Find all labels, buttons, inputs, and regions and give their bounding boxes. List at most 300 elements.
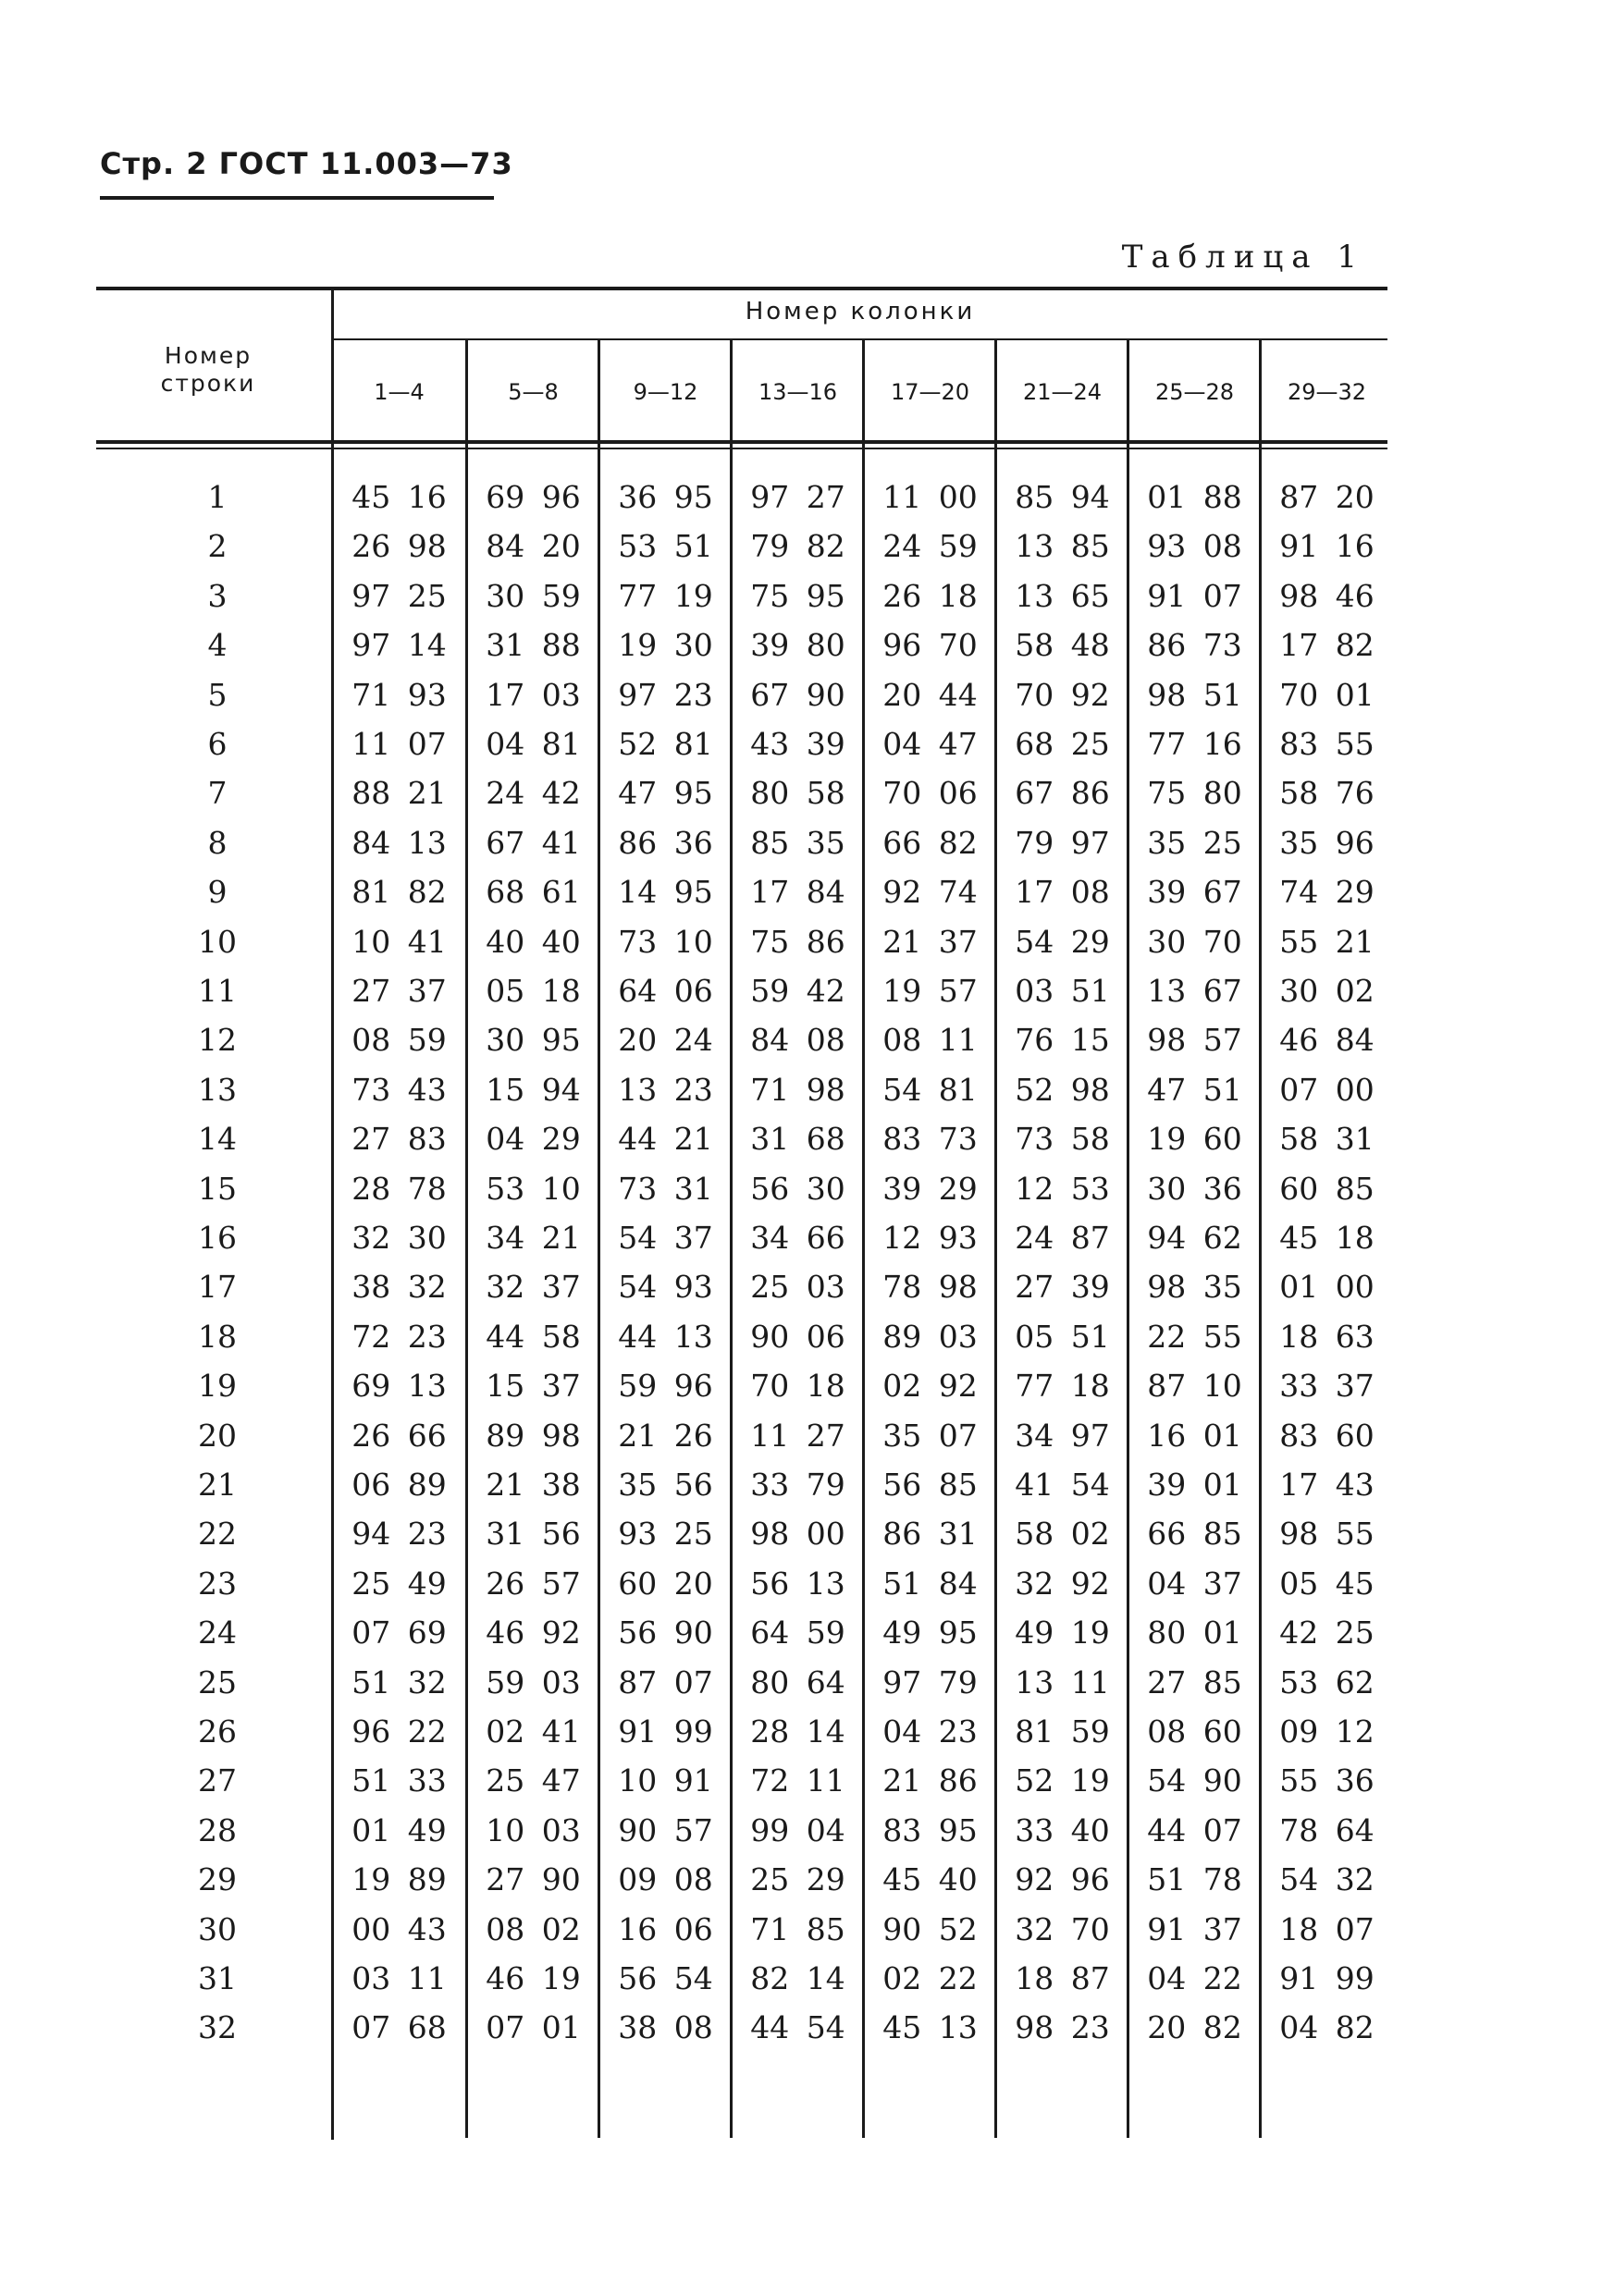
table-cell: 08 60 — [1147, 1713, 1242, 1750]
column-group-header: Номер колонки — [745, 298, 976, 325]
table-cell: 83 60 — [1279, 1418, 1375, 1454]
table-cell: 22 55 — [1147, 1319, 1242, 1355]
row-number: 21 — [198, 1467, 237, 1503]
table-cell: 30 02 — [1279, 973, 1375, 1009]
table-cell: 10 91 — [618, 1762, 713, 1799]
table-cell: 32 70 — [1015, 1911, 1110, 1947]
table-cell: 19 60 — [1147, 1121, 1242, 1157]
table-cell: 07 01 — [486, 2009, 581, 2045]
table-cell: 09 08 — [618, 1861, 713, 1897]
table-cell: 33 40 — [1015, 1812, 1110, 1848]
table-cell: 72 23 — [351, 1319, 447, 1355]
table-cell: 44 54 — [750, 2009, 845, 2045]
column-header: 1—4 — [374, 379, 425, 405]
table-cell: 56 13 — [750, 1565, 845, 1602]
table-cell: 30 59 — [486, 578, 581, 614]
table-cell: 38 08 — [618, 2009, 713, 2045]
table-cell: 90 06 — [750, 1319, 845, 1355]
column-header: 29—32 — [1287, 379, 1367, 405]
table-cell: 91 37 — [1147, 1911, 1242, 1947]
table-cell: 16 01 — [1147, 1418, 1242, 1454]
table-cell: 08 59 — [351, 1022, 447, 1058]
table-cell: 05 51 — [1015, 1319, 1110, 1355]
table-cell: 64 06 — [618, 973, 713, 1009]
table-cell: 16 06 — [618, 1911, 713, 1947]
table-cell: 32 92 — [1015, 1565, 1110, 1602]
table-cell: 40 40 — [486, 924, 581, 960]
table-cell: 59 96 — [618, 1368, 713, 1404]
table-cell: 25 03 — [750, 1269, 845, 1305]
table-cell: 35 56 — [618, 1467, 713, 1503]
row-number: 2 — [207, 528, 228, 564]
table-cell: 56 54 — [618, 1960, 713, 1996]
row-number: 22 — [198, 1516, 237, 1552]
table-cell: 73 43 — [351, 1072, 447, 1108]
table-cell: 51 84 — [882, 1565, 978, 1602]
table-cell: 85 94 — [1015, 479, 1110, 515]
table-cell: 94 23 — [351, 1516, 447, 1552]
table-cell: 20 24 — [618, 1022, 713, 1058]
table-cell: 56 30 — [750, 1171, 845, 1207]
table-cell: 73 10 — [618, 924, 713, 960]
table-cell: 15 37 — [486, 1368, 581, 1404]
table-cell: 46 84 — [1279, 1022, 1375, 1058]
table-cell: 85 35 — [750, 825, 845, 861]
table-cell: 18 07 — [1279, 1911, 1375, 1947]
table-cell: 27 37 — [351, 973, 447, 1009]
table-cell: 68 25 — [1015, 726, 1110, 762]
table-cell: 84 08 — [750, 1022, 845, 1058]
table-cell: 89 98 — [486, 1418, 581, 1454]
table-cell: 08 02 — [486, 1911, 581, 1947]
column-header: 5—8 — [508, 379, 559, 405]
table-cell: 90 52 — [882, 1911, 978, 1947]
row-number: 25 — [198, 1664, 237, 1701]
table-cell: 17 08 — [1015, 874, 1110, 910]
row-number: 14 — [198, 1121, 237, 1157]
table-cell: 24 42 — [486, 775, 581, 811]
table-cell: 13 23 — [618, 1072, 713, 1108]
header-bottom-rule-2 — [96, 448, 1387, 449]
table-cell: 97 23 — [618, 677, 713, 713]
table-title: Таблица 1 — [1121, 239, 1365, 276]
table-cell: 71 98 — [750, 1072, 845, 1108]
table-cell: 21 26 — [618, 1418, 713, 1454]
table-cell: 54 81 — [882, 1072, 978, 1108]
column-header: 25—28 — [1154, 379, 1235, 405]
table-cell: 10 03 — [486, 1812, 581, 1848]
row-number: 13 — [198, 1072, 237, 1108]
table-cell: 26 57 — [486, 1565, 581, 1602]
table-cell: 79 82 — [750, 528, 845, 564]
table-cell: 77 16 — [1147, 726, 1242, 762]
table-cell: 53 10 — [486, 1171, 581, 1207]
table-cell: 83 73 — [882, 1121, 978, 1157]
row-number: 26 — [198, 1713, 237, 1750]
table-cell: 70 06 — [882, 775, 978, 811]
table-cell: 46 92 — [486, 1615, 581, 1651]
table-cell: 70 18 — [750, 1368, 845, 1404]
table-cell: 04 37 — [1147, 1565, 1242, 1602]
table-cell: 20 82 — [1147, 2009, 1242, 2045]
table-cell: 41 54 — [1015, 1467, 1110, 1503]
table-cell: 17 03 — [486, 677, 581, 713]
table-cell: 12 53 — [1015, 1171, 1110, 1207]
table-cell: 05 18 — [486, 973, 581, 1009]
table-cell: 73 58 — [1015, 1121, 1110, 1157]
table-cell: 59 42 — [750, 973, 845, 1009]
table-cell: 52 98 — [1015, 1072, 1110, 1108]
table-cell: 13 67 — [1147, 973, 1242, 1009]
table-cell: 68 61 — [486, 874, 581, 910]
table-cell: 39 67 — [1147, 874, 1242, 910]
table-cell: 87 10 — [1147, 1368, 1242, 1404]
table-cell: 56 90 — [618, 1615, 713, 1651]
table-cell: 97 27 — [750, 479, 845, 515]
table-cell: 45 13 — [882, 2009, 978, 2045]
table-cell: 67 86 — [1015, 775, 1110, 811]
table-cell: 36 95 — [618, 479, 713, 515]
table-cell: 77 19 — [618, 578, 713, 614]
table-cell: 07 00 — [1279, 1072, 1375, 1108]
row-number: 16 — [198, 1220, 237, 1256]
table-cell: 21 37 — [882, 924, 978, 960]
table-cell: 86 31 — [882, 1516, 978, 1552]
table-cell: 55 36 — [1279, 1762, 1375, 1799]
table-cell: 77 18 — [1015, 1368, 1110, 1404]
table-cell: 27 83 — [351, 1121, 447, 1157]
header-underline — [100, 196, 494, 200]
table-cell: 90 57 — [618, 1812, 713, 1848]
table-cell: 87 20 — [1279, 479, 1375, 515]
table-cell: 97 79 — [882, 1664, 978, 1701]
table-cell: 30 70 — [1147, 924, 1242, 960]
row-number: 17 — [198, 1269, 237, 1305]
table-cell: 91 16 — [1279, 528, 1375, 564]
table-cell: 12 93 — [882, 1220, 978, 1256]
table-cell: 70 92 — [1015, 677, 1110, 713]
table-cell: 13 65 — [1015, 578, 1110, 614]
row-number: 11 — [198, 973, 237, 1009]
table-cell: 06 89 — [351, 1467, 447, 1503]
table-cell: 97 14 — [351, 627, 447, 663]
table-cell: 93 25 — [618, 1516, 713, 1552]
table-cell: 45 16 — [351, 479, 447, 515]
table-cell: 04 23 — [882, 1713, 978, 1750]
table-cell: 51 33 — [351, 1762, 447, 1799]
table-cell: 27 39 — [1015, 1269, 1110, 1305]
table-cell: 35 25 — [1147, 825, 1242, 861]
table-cell: 26 98 — [351, 528, 447, 564]
table-cell: 67 90 — [750, 677, 845, 713]
row-number: 29 — [198, 1861, 237, 1897]
header-bottom-rule — [96, 440, 1387, 444]
table-cell: 58 76 — [1279, 775, 1375, 811]
table-cell: 80 01 — [1147, 1615, 1242, 1651]
table-cell: 04 29 — [486, 1121, 581, 1157]
table-cell: 98 57 — [1147, 1022, 1242, 1058]
table-cell: 39 80 — [750, 627, 845, 663]
table-cell: 28 78 — [351, 1171, 447, 1207]
table-cell: 94 62 — [1147, 1220, 1242, 1256]
table-cell: 54 93 — [618, 1269, 713, 1305]
table-cell: 26 18 — [882, 578, 978, 614]
table-cell: 11 27 — [750, 1418, 845, 1454]
table-cell: 34 21 — [486, 1220, 581, 1256]
table-cell: 54 29 — [1015, 924, 1110, 960]
table-cell: 83 55 — [1279, 726, 1375, 762]
table-cell: 84 13 — [351, 825, 447, 861]
table-cell: 58 48 — [1015, 627, 1110, 663]
table-cell: 17 43 — [1279, 1467, 1375, 1503]
table-cell: 28 14 — [750, 1713, 845, 1750]
table-cell: 25 49 — [351, 1565, 447, 1602]
table-cell: 82 14 — [750, 1960, 845, 1996]
table-cell: 89 03 — [882, 1319, 978, 1355]
table-cell: 66 82 — [882, 825, 978, 861]
table-cell: 98 55 — [1279, 1516, 1375, 1552]
table-cell: 01 88 — [1147, 479, 1242, 515]
table-cell: 02 22 — [882, 1960, 978, 1996]
column-header: 13—16 — [758, 379, 838, 405]
row-header-line-1: Номер — [164, 342, 253, 369]
table-cell: 43 39 — [750, 726, 845, 762]
table-cell: 56 85 — [882, 1467, 978, 1503]
table-cell: 87 07 — [618, 1664, 713, 1701]
row-number: 10 — [198, 924, 237, 960]
table-cell: 52 81 — [618, 726, 713, 762]
row-number: 12 — [198, 1022, 237, 1058]
table-cell: 45 18 — [1279, 1220, 1375, 1256]
table-cell: 39 01 — [1147, 1467, 1242, 1503]
table-cell: 07 68 — [351, 2009, 447, 2045]
table-cell: 60 85 — [1279, 1171, 1375, 1207]
table-cell: 69 13 — [351, 1368, 447, 1404]
table-cell: 21 38 — [486, 1467, 581, 1503]
column-header: 21—24 — [1022, 379, 1103, 405]
table-cell: 66 85 — [1147, 1516, 1242, 1552]
table-cell: 53 62 — [1279, 1664, 1375, 1701]
table-cell: 88 21 — [351, 775, 447, 811]
table-cell: 44 13 — [618, 1319, 713, 1355]
table-cell: 52 19 — [1015, 1762, 1110, 1799]
table-cell: 91 07 — [1147, 578, 1242, 614]
table-cell: 15 94 — [486, 1072, 581, 1108]
column-header: 9—12 — [633, 379, 698, 405]
page-header: Стр. 2 ГОСТ 11.003—73 — [100, 146, 513, 181]
table-cell: 93 08 — [1147, 528, 1242, 564]
row-number: 27 — [198, 1762, 237, 1799]
row-number: 20 — [198, 1418, 237, 1454]
table-cell: 75 95 — [750, 578, 845, 614]
table-cell: 24 59 — [882, 528, 978, 564]
row-number: 19 — [198, 1368, 237, 1404]
table-cell: 11 07 — [351, 726, 447, 762]
table-cell: 24 87 — [1015, 1220, 1110, 1256]
table-cell: 91 99 — [1279, 1960, 1375, 1996]
table-cell: 04 81 — [486, 726, 581, 762]
table-cell: 19 57 — [882, 973, 978, 1009]
table-cell: 34 97 — [1015, 1418, 1110, 1454]
table-cell: 71 93 — [351, 677, 447, 713]
table-cell: 25 47 — [486, 1762, 581, 1799]
table-cell: 30 36 — [1147, 1171, 1242, 1207]
table-cell: 20 44 — [882, 677, 978, 713]
table-cell: 98 51 — [1147, 677, 1242, 713]
table-cell: 54 90 — [1147, 1762, 1242, 1799]
row-number: 28 — [198, 1812, 237, 1848]
table-cell: 09 12 — [1279, 1713, 1375, 1750]
table-cell: 05 45 — [1279, 1565, 1375, 1602]
table-cell: 31 56 — [486, 1516, 581, 1552]
row-number: 32 — [198, 2009, 237, 2045]
table-cell: 67 41 — [486, 825, 581, 861]
table-cell: 02 92 — [882, 1368, 978, 1404]
row-number: 24 — [198, 1615, 237, 1651]
table-cell: 11 00 — [882, 479, 978, 515]
table-cell: 86 36 — [618, 825, 713, 861]
table-cell: 03 51 — [1015, 973, 1110, 1009]
table-cell: 86 73 — [1147, 627, 1242, 663]
table-cell: 55 21 — [1279, 924, 1375, 960]
table-cell: 00 43 — [351, 1911, 447, 1947]
table-cell: 96 70 — [882, 627, 978, 663]
row-number: 30 — [198, 1911, 237, 1947]
row-number: 23 — [198, 1565, 237, 1602]
table-cell: 80 64 — [750, 1664, 845, 1701]
table-cell: 10 41 — [351, 924, 447, 960]
table-cell: 79 97 — [1015, 825, 1110, 861]
table-cell: 13 85 — [1015, 528, 1110, 564]
row-number: 3 — [207, 578, 228, 614]
table-cell: 31 68 — [750, 1121, 845, 1157]
table-cell: 96 22 — [351, 1713, 447, 1750]
table-cell: 97 25 — [351, 578, 447, 614]
table-cell: 32 30 — [351, 1220, 447, 1256]
table-cell: 46 19 — [486, 1960, 581, 1996]
table-cell: 92 74 — [882, 874, 978, 910]
table-cell: 70 01 — [1279, 677, 1375, 713]
group-header-rule — [333, 338, 1387, 340]
table-cell: 04 82 — [1279, 2009, 1375, 2045]
table-cell: 17 84 — [750, 874, 845, 910]
table-cell: 19 89 — [351, 1861, 447, 1897]
table-cell: 35 07 — [882, 1418, 978, 1454]
row-header-line-2: строки — [160, 370, 256, 397]
table-cell: 47 95 — [618, 775, 713, 811]
table-cell: 60 20 — [618, 1565, 713, 1602]
table-cell: 75 86 — [750, 924, 845, 960]
table-cell: 91 99 — [618, 1713, 713, 1750]
table-cell: 42 25 — [1279, 1615, 1375, 1651]
table-cell: 01 49 — [351, 1812, 447, 1848]
table-cell: 18 63 — [1279, 1319, 1375, 1355]
table-cell: 14 95 — [618, 874, 713, 910]
table-cell: 25 29 — [750, 1861, 845, 1897]
table-cell: 38 32 — [351, 1269, 447, 1305]
table-cell: 98 35 — [1147, 1269, 1242, 1305]
table-cell: 21 86 — [882, 1762, 978, 1799]
table-cell: 84 20 — [486, 528, 581, 564]
table-cell: 18 87 — [1015, 1960, 1110, 1996]
table-cell: 98 00 — [750, 1516, 845, 1552]
table-cell: 75 80 — [1147, 775, 1242, 811]
table-cell: 02 41 — [486, 1713, 581, 1750]
table-top-rule — [96, 287, 1387, 290]
table-cell: 03 11 — [351, 1960, 447, 1996]
table-cell: 44 07 — [1147, 1812, 1242, 1848]
table-cell: 69 96 — [486, 479, 581, 515]
table-cell: 58 02 — [1015, 1516, 1110, 1552]
table-cell: 26 66 — [351, 1418, 447, 1454]
table-cell: 44 58 — [486, 1319, 581, 1355]
table-cell: 04 22 — [1147, 1960, 1242, 1996]
table-cell: 32 37 — [486, 1269, 581, 1305]
table-cell: 81 82 — [351, 874, 447, 910]
row-number: 15 — [198, 1171, 237, 1207]
table-cell: 53 51 — [618, 528, 713, 564]
row-number: 7 — [207, 775, 228, 811]
table-cell: 33 79 — [750, 1467, 845, 1503]
table-cell: 39 29 — [882, 1171, 978, 1207]
table-cell: 51 32 — [351, 1664, 447, 1701]
row-number: 6 — [207, 726, 228, 762]
table-cell: 80 58 — [750, 775, 845, 811]
table-cell: 78 98 — [882, 1269, 978, 1305]
column-header: 17—20 — [890, 379, 970, 405]
table-cell: 72 11 — [750, 1762, 845, 1799]
row-number: 5 — [207, 677, 228, 713]
table-cell: 27 90 — [486, 1861, 581, 1897]
table-cell: 13 11 — [1015, 1664, 1110, 1701]
row-number: 18 — [198, 1319, 237, 1355]
table-cell: 27 85 — [1147, 1664, 1242, 1701]
table-cell: 78 64 — [1279, 1812, 1375, 1848]
table-cell: 34 66 — [750, 1220, 845, 1256]
table-cell: 98 23 — [1015, 2009, 1110, 2045]
table-cell: 19 30 — [618, 627, 713, 663]
table-cell: 64 59 — [750, 1615, 845, 1651]
table-cell: 17 82 — [1279, 627, 1375, 663]
table-cell: 59 03 — [486, 1664, 581, 1701]
table-cell: 76 15 — [1015, 1022, 1110, 1058]
row-number: 1 — [207, 479, 228, 515]
table-cell: 92 96 — [1015, 1861, 1110, 1897]
table-cell: 58 31 — [1279, 1121, 1375, 1157]
table-cell: 30 95 — [486, 1022, 581, 1058]
row-number: 8 — [207, 825, 228, 861]
table-cell: 54 37 — [618, 1220, 713, 1256]
table-cell: 04 47 — [882, 726, 978, 762]
table-cell: 71 85 — [750, 1911, 845, 1947]
table-cell: 08 11 — [882, 1022, 978, 1058]
row-number-header — [102, 342, 314, 398]
table-cell: 35 96 — [1279, 825, 1375, 861]
table-cell: 45 40 — [882, 1861, 978, 1897]
table-cell: 44 21 — [618, 1121, 713, 1157]
table-cell: 01 00 — [1279, 1269, 1375, 1305]
table-cell: 49 95 — [882, 1615, 978, 1651]
table-cell: 47 51 — [1147, 1072, 1242, 1108]
table-cell: 81 59 — [1015, 1713, 1110, 1750]
row-number: 4 — [207, 627, 228, 663]
row-number: 9 — [207, 874, 228, 910]
table-cell: 54 32 — [1279, 1861, 1375, 1897]
table-cell: 98 46 — [1279, 578, 1375, 614]
table-cell: 31 88 — [486, 627, 581, 663]
table-cell: 51 78 — [1147, 1861, 1242, 1897]
table-cell: 83 95 — [882, 1812, 978, 1848]
